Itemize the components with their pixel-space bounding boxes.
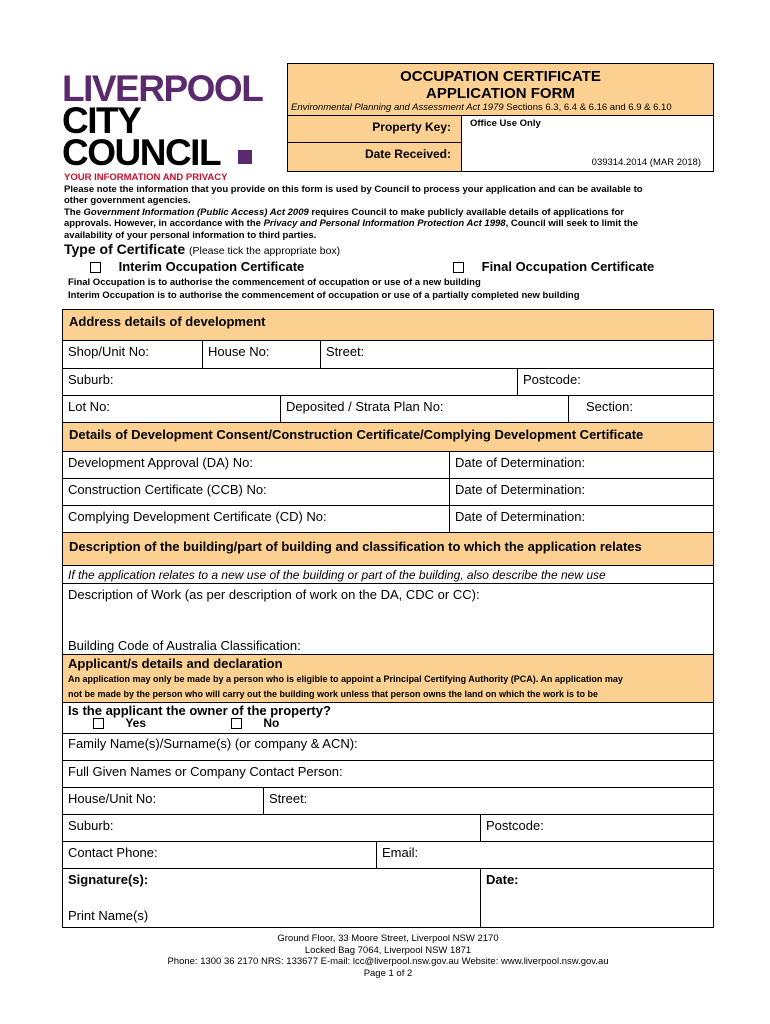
logo-liverpool: LIVERPOOL bbox=[62, 68, 263, 109]
final-checkbox[interactable] bbox=[453, 262, 464, 273]
footer-address: Ground Floor, 33 Moore Street, Liverpool NSW 2170 bbox=[277, 933, 499, 944]
applicant-house-unit-field[interactable]: House/Unit No: bbox=[62, 787, 264, 815]
house-no-field[interactable]: House No: bbox=[202, 340, 321, 369]
applicant-street-field[interactable]: Street: bbox=[263, 787, 714, 815]
applicant-heading: Applicant/s details and declaration bbox=[68, 656, 283, 671]
office-use-box[interactable] bbox=[461, 115, 714, 172]
title-box bbox=[287, 63, 714, 116]
final-option[interactable]: Final Occupation Certificate bbox=[453, 259, 654, 274]
logo-mark-icon bbox=[238, 150, 252, 164]
da-date-field[interactable]: Date of Determination: bbox=[449, 451, 714, 479]
family-name-field[interactable]: Family Name(s)/Surname(s) (or company & ACN): bbox=[62, 733, 714, 761]
footer bbox=[62, 933, 714, 979]
deposited-plan-field[interactable]: Deposited / Strata Plan No: bbox=[280, 395, 569, 423]
shop-unit-field[interactable]: Shop/Unit No: bbox=[62, 340, 203, 369]
ccb-field[interactable]: Construction Certificate (CCB) No: bbox=[62, 478, 450, 506]
owner-question: Is the applicant the owner of the property? bbox=[68, 703, 331, 718]
logo-city: CITY bbox=[62, 100, 141, 141]
title-line2: APPLICATION FORM bbox=[426, 85, 575, 102]
date-received-box bbox=[287, 142, 462, 172]
property-key-box bbox=[287, 115, 462, 143]
property-key-label: Property Key: bbox=[372, 120, 451, 134]
street-field[interactable]: Street: bbox=[320, 340, 714, 369]
description-work-field[interactable]: Description of Work (as per description of work on the DA, CDC or CC): Building Code of Australia Classification: bbox=[62, 583, 714, 655]
privacy-section bbox=[64, 172, 714, 241]
certificate-notes: Final Occupation is to authorise the commencement of occupation or use of a new building Interim Occupation is to authorise the commencement of occupation or use of a partially completed new building bbox=[68, 277, 580, 301]
footer-page: Page 1 of 2 bbox=[363, 967, 413, 979]
signature-field[interactable] bbox=[62, 868, 481, 928]
date-received-label: Date Received: bbox=[364, 147, 451, 161]
consent-heading: Details of Development Consent/Construction Certificate/Complying Development Certificate bbox=[62, 422, 714, 452]
postcode-field[interactable]: Postcode: bbox=[517, 368, 714, 396]
da-field[interactable]: Development Approval (DA) No: bbox=[62, 451, 450, 479]
owner-question-box bbox=[62, 702, 714, 734]
privacy-line2: other government agencies. bbox=[64, 195, 191, 206]
applicant-postcode-field[interactable]: Postcode: bbox=[480, 814, 714, 842]
ccb-date-field[interactable]: Date of Determination: bbox=[449, 478, 714, 506]
logo-council: COUNCIL bbox=[62, 132, 221, 173]
privacy-heading: YOUR INFORMATION AND PRIVACY bbox=[64, 172, 228, 183]
footer-postal: Locked Bag 7064, Liverpool NSW 1871 bbox=[304, 944, 472, 956]
description-heading: Description of the building/part of building and classification to which the application relates bbox=[62, 532, 714, 566]
email-field[interactable]: Email: bbox=[376, 841, 714, 869]
privacy-line5: availability of your personal information to third parties. bbox=[64, 229, 317, 241]
applicant-header bbox=[62, 654, 714, 703]
title-line1: OCCUPATION CERTIFICATE bbox=[400, 68, 601, 85]
print-name-label: Print Name(s) bbox=[68, 908, 149, 923]
suburb-field[interactable]: Suburb: bbox=[62, 368, 518, 396]
date-field[interactable]: Date: bbox=[480, 868, 714, 928]
address-heading: Address details of development bbox=[62, 309, 714, 341]
act-reference: Environmental Planning and Assessment Act 1979 Sections 6.3, 6.4 & 6.16 and 6.9 & 6.10 bbox=[291, 102, 672, 113]
certificate-type-heading: Type of Certificate (Please tick the appropriate box) bbox=[64, 241, 341, 257]
lot-no-field[interactable]: Lot No: bbox=[62, 395, 281, 423]
owner-yes-option[interactable]: Yes bbox=[93, 716, 146, 730]
cd-date-field[interactable]: Date of Determination: bbox=[449, 505, 714, 533]
applicant-note1: An application may only be made by a person who is eligible to appoint a Principal Certifying Authority (PCA). An application may bbox=[68, 674, 623, 684]
privacy-line4: approvals. However, in accordance with the Privacy and Personal Information Protection Act 1998, Council will seek to limit the bbox=[64, 218, 639, 229]
interim-checkbox[interactable] bbox=[90, 262, 101, 273]
description-note: If the application relates to a new use of the building or part of the building, also describe the new use bbox=[62, 565, 714, 584]
office-use-label: Office Use Only bbox=[470, 118, 541, 129]
signature-label: Signature(s): bbox=[68, 872, 149, 887]
privacy-line3: The Government Information (Public Access) Act 2009 requires Council to make publicly available details of applications for bbox=[64, 206, 624, 218]
given-names-field[interactable]: Full Given Names or Company Contact Person: bbox=[62, 760, 714, 788]
interim-option[interactable]: Interim Occupation Certificate bbox=[90, 259, 304, 274]
section-field[interactable]: Section: bbox=[568, 395, 714, 423]
contact-phone-field[interactable]: Contact Phone: bbox=[62, 841, 377, 869]
owner-yes-checkbox[interactable] bbox=[93, 718, 104, 729]
privacy-line1: Please note the information that you provide on this form is used by Council to process your application and can be available to bbox=[64, 183, 643, 195]
cd-field[interactable]: Complying Development Certificate (CD) No: bbox=[62, 505, 450, 533]
bca-classification-label: Building Code of Australia Classification: bbox=[68, 638, 301, 653]
owner-no-checkbox[interactable] bbox=[231, 718, 242, 729]
owner-no-option[interactable]: No bbox=[231, 716, 279, 730]
applicant-note2: not be made by the person who will carry out the building work unless that person owns the land on which the work is to be bbox=[68, 689, 599, 699]
form-code: 039314.2014 (MAR 2018) bbox=[591, 157, 701, 168]
applicant-suburb-field[interactable]: Suburb: bbox=[62, 814, 481, 842]
footer-contact: Phone: 1300 36 2170 NRS: 133677 E-mail: lcc@liverpool.nsw.gov.au Website: www.liverpool.nsw.gov.au bbox=[167, 956, 609, 967]
